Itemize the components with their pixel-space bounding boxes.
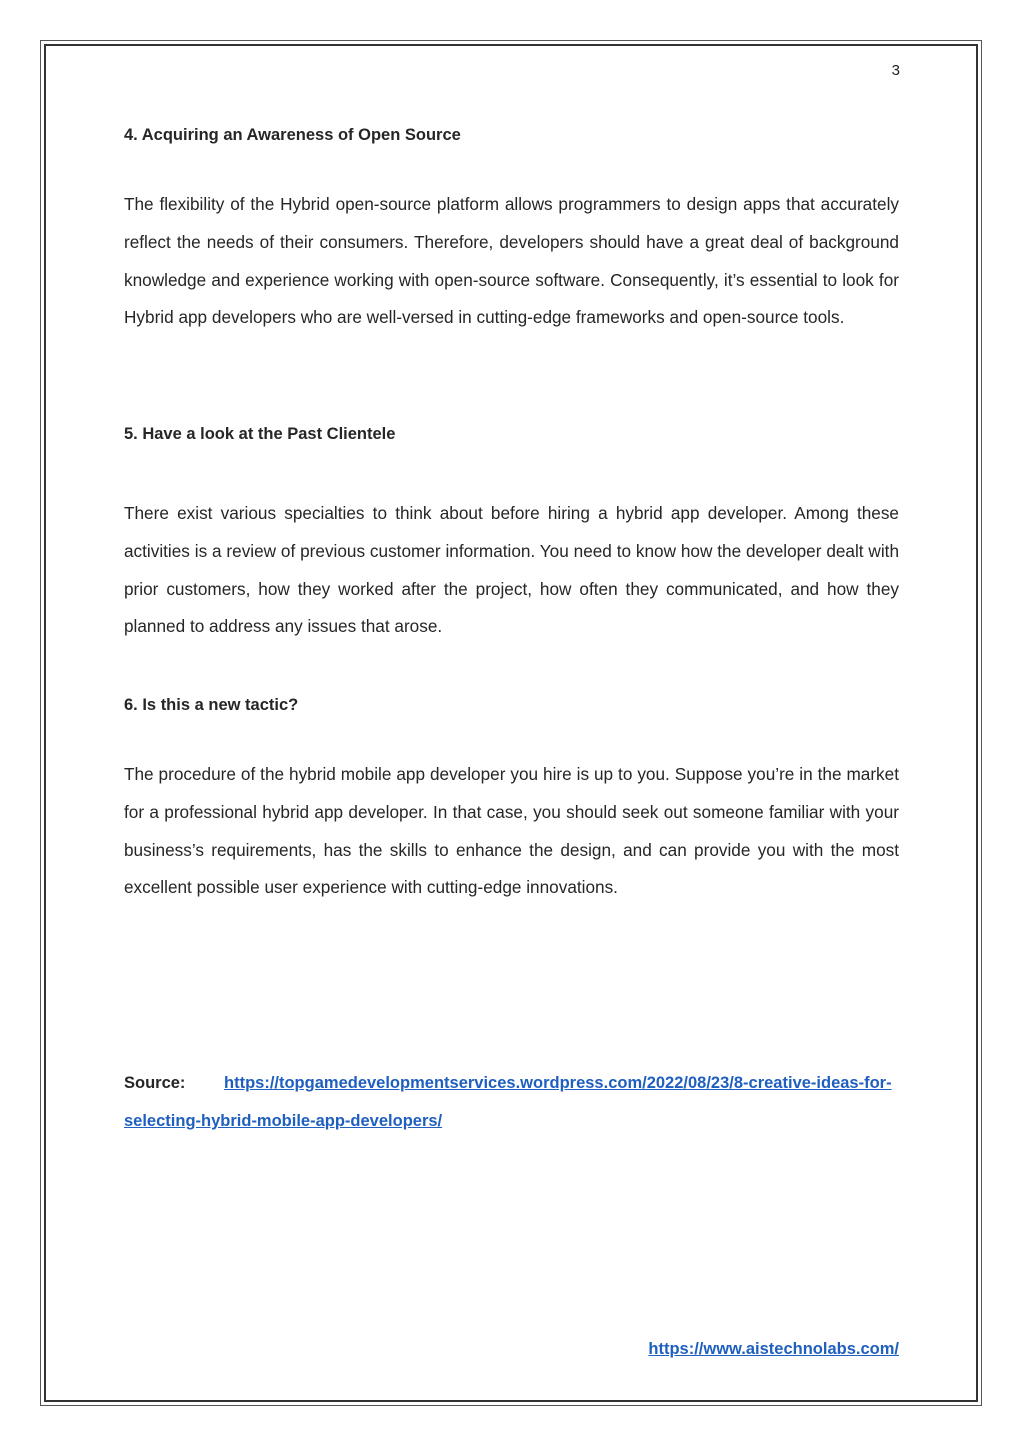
section-heading-6: 6. Is this a new tactic? bbox=[124, 696, 299, 714]
section-paragraph-6: The procedure of the hybrid mobile app developer you hire is up to you. Suppose you’re in the market for a professional hybrid app developer. In that case, you should seek out someone familiar with your business’s requirements, has the skills to enhance the design, and can provide you with the most excellent possible user experience with cutting-edge innovations. bbox=[124, 764, 899, 898]
source-citation bbox=[124, 1064, 899, 1140]
source-label: Source: bbox=[124, 1074, 186, 1092]
source-link[interactable]: https://topgamedevelopmentservices.wordpress.com/2022/08/23/8-creative-ideas-for-selecting-hybrid-mobile-app-developers/ bbox=[124, 1074, 892, 1130]
footer-website-link[interactable]: https://www.aistechnolabs.com/ bbox=[648, 1340, 899, 1358]
section-heading-4: 4. Acquiring an Awareness of Open Source bbox=[124, 126, 461, 144]
section-heading-5: 5. Have a look at the Past Clientele bbox=[124, 425, 396, 443]
section-paragraph-4: The flexibility of the Hybrid open-source platform allows programmers to design apps that accurately reflect the needs of their consumers. Therefore, developers should have a great deal of background knowledge and experience working with open-source software. Consequently, it’s essential to look for Hybrid app developers who are well-versed in cutting-edge frameworks and open-source tools. bbox=[124, 194, 899, 328]
page-number: 3 bbox=[891, 62, 900, 79]
section-paragraph-5: There exist various specialties to think about before hiring a hybrid app developer. Among these activities is a review of previous customer information. You need to know how the developer dealt with prior customers, how they worked after the project, how often they communicated, and how they planned to address any issues that arose. bbox=[124, 503, 899, 637]
